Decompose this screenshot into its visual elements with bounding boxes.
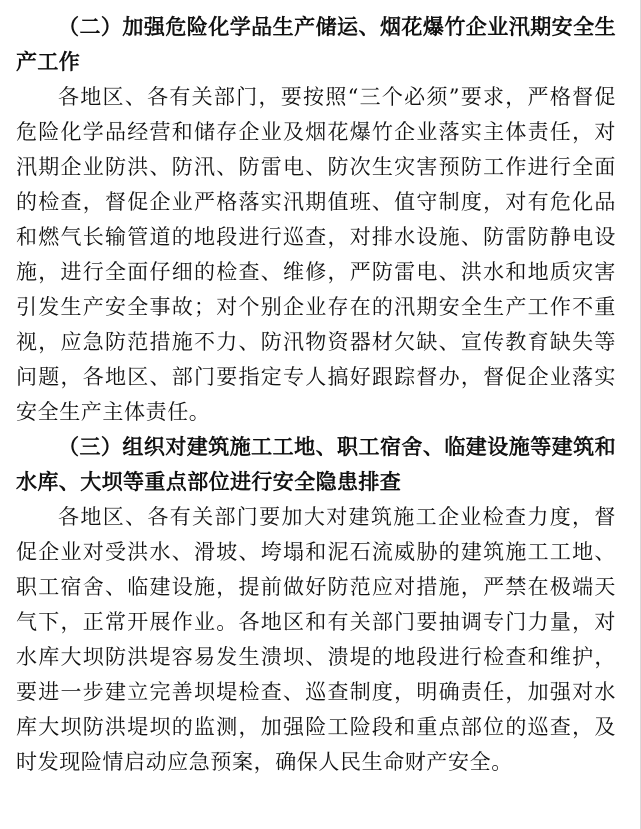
section-heading-2: （二）加强危险化学品生产储运、烟花爆竹企业汛期安全生产工作: [16, 15, 616, 74]
section-heading-3: （三）组织对建筑施工工地、职工宿舍、临建设施等建筑和水库、大坝等重点部位进行安全隐患排查: [16, 435, 616, 494]
section-paragraph-2: 各地区、各有关部门，要按照“三个必须”要求，严格督促危险化学品经营和储存企业及烟花爆竹企业落实主体责任，对汛期企业防洪、防汛、防雷电、防次生灾害预防工作进行全面的检查，督促企业严格落实汛期值班、值守制度，对有危化品和燃气长输管道的地段进行巡查，对排水设施、防雷防静电设施，进行全面仔细的检查、维修，严防雷电、洪水和地质灾害引发生产安全事故；对个别企业存在的汛期安全生产工作不重视，应急防范措施不力、防汛物资器材欠缺、宣传教育缺失等问题，各地区、部门要指定专人搞好跟踪督办，督促企业落实安全生产主体责任。: [16, 85, 616, 424]
section-paragraph-3: 各地区、各有关部门要加大对建筑施工企业检查力度，督促企业对受洪水、滑坡、垮塌和泥石流威胁的建筑施工工地、职工宿舍、临建设施，提前做好防范应对措施，严禁在极端天气下，正常开展作业。各地区和有关部门要抽调专门力量，对水库大坝防洪堤容易发生溃坝、溃堤的地段进行检查和维护，要进一步建立完善坝堤检查、巡查制度，明确责任，加强对水库大坝防洪堤坝的监测，加强险工险段和重点部位的巡查，及时发现险情启动应急预案，确保人民生命财产安全。: [16, 505, 616, 774]
document-body: [16, 10, 616, 780]
